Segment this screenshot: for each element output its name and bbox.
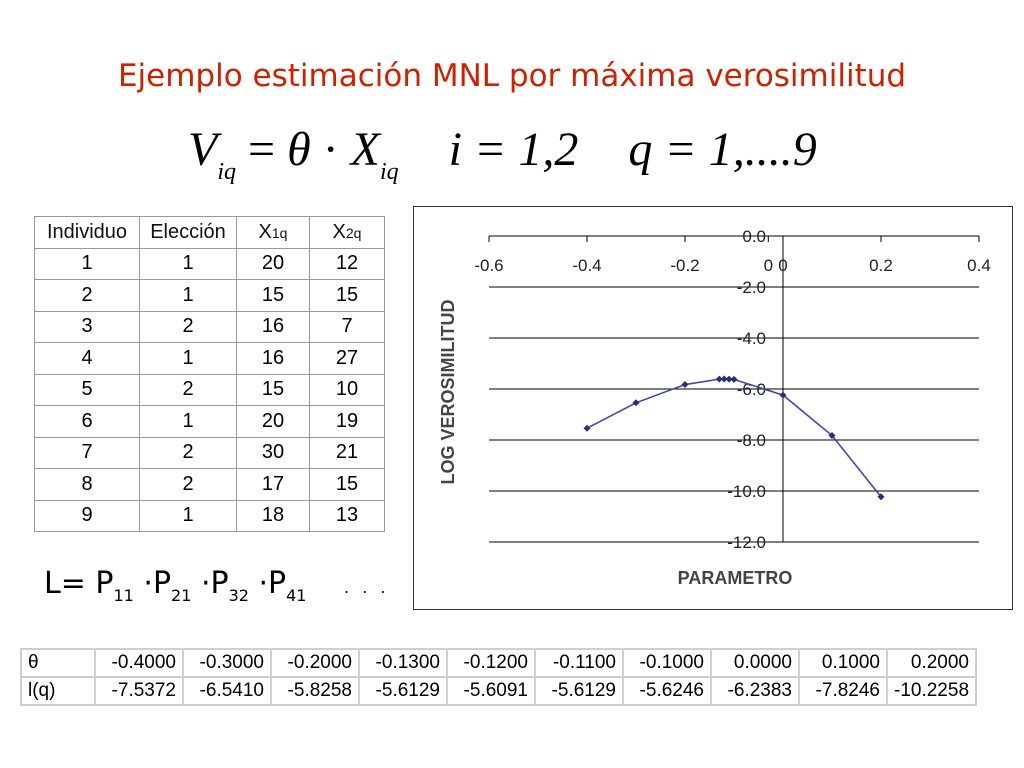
table-row <box>35 311 385 343</box>
likelihood-sub: 32 <box>228 586 249 605</box>
y-tick-label: -8.0 <box>736 431 766 450</box>
formula-x-sub: iq <box>379 159 399 185</box>
slide-title: Ejemplo estimación MNL por máxima verosimilitud <box>117 58 907 94</box>
y-tick-label: -6.0 <box>736 380 766 399</box>
header-x2q-main: X <box>332 220 346 243</box>
cell: 16 <box>237 343 310 375</box>
y-tick-label: -4.0 <box>736 329 766 348</box>
table-row <box>35 437 385 469</box>
table-row <box>35 280 385 312</box>
x-tick-label: -0.6 <box>474 256 504 275</box>
formula-dot: · <box>322 123 339 176</box>
formula-lhs-sub: iq <box>217 159 236 185</box>
data-point <box>584 425 591 432</box>
cell: 2 <box>140 469 237 501</box>
lq-value: -6.5410 <box>183 677 271 705</box>
cell: 13 <box>310 500 385 532</box>
chart-svg <box>414 207 1012 609</box>
likelihood-p: P <box>152 566 172 601</box>
cell: 5 <box>35 374 140 406</box>
x-tick-label: 0 <box>763 256 774 275</box>
cell: 8 <box>35 469 140 501</box>
theta-label: θ <box>21 649 95 677</box>
cell: 30 <box>237 437 310 469</box>
lq-value: -6.2383 <box>711 677 799 705</box>
theta-value: 0.1000 <box>799 649 887 677</box>
choice-data-table <box>34 216 385 532</box>
cell: 1 <box>140 500 237 532</box>
formula-x: X <box>350 123 380 176</box>
formula-theta: θ <box>287 123 311 176</box>
formula-i-range: i = 1,2 <box>448 123 579 176</box>
theta-value: -0.2000 <box>271 649 359 677</box>
cell: 19 <box>310 406 385 438</box>
theta-value: -0.1000 <box>623 649 711 677</box>
cell: 1 <box>140 248 237 280</box>
cell: 3 <box>35 311 140 343</box>
likelihood-dot: · <box>200 566 211 601</box>
cell: 21 <box>310 437 385 469</box>
cell: 6 <box>35 406 140 438</box>
likelihood-sub: 11 <box>113 586 134 605</box>
likelihood-ellipsis: . . . <box>344 578 390 597</box>
cell: 7 <box>310 311 385 343</box>
lq-value: -7.5372 <box>95 677 183 705</box>
likelihood-sub: 21 <box>171 586 192 605</box>
lq-value: -10.2258 <box>887 677 976 705</box>
utility-formula <box>188 122 817 186</box>
theta-value: -0.1100 <box>535 649 623 677</box>
y-tick-label: -12.0 <box>727 533 766 552</box>
cell: 9 <box>35 500 140 532</box>
cell: 1 <box>140 406 237 438</box>
x-tick-label: 0.4 <box>967 256 991 275</box>
header-eleccion: Elección <box>140 217 237 249</box>
x-axis-title: PARAMETRO <box>677 568 793 588</box>
cell: 10 <box>310 374 385 406</box>
header-x1q-main: X <box>258 220 272 243</box>
y-tick-label: 0.0 <box>742 227 766 246</box>
cell: 16 <box>237 311 310 343</box>
table-row <box>35 343 385 375</box>
loglik-row <box>21 677 976 705</box>
loglikelihood-chart <box>413 206 1013 610</box>
formula-equals: = <box>248 123 276 176</box>
lq-value: -5.6129 <box>535 677 623 705</box>
table-row <box>35 374 385 406</box>
cell: 17 <box>237 469 310 501</box>
likelihood-p: P <box>210 566 229 601</box>
data-point <box>682 381 689 388</box>
x-tick-label: 0.2 <box>869 256 893 275</box>
x-tick-label: 0 <box>778 256 788 275</box>
cell: 2 <box>140 437 237 469</box>
lq-label: l(q) <box>21 677 95 705</box>
likelihood-prefix: L= <box>44 566 96 601</box>
lq-value: -5.6091 <box>447 677 535 705</box>
lq-value: -7.8246 <box>799 677 887 705</box>
cell: 1 <box>140 343 237 375</box>
theta-value: -0.1300 <box>359 649 447 677</box>
cell: 1 <box>35 248 140 280</box>
cell: 1 <box>140 280 237 312</box>
series-line <box>587 379 881 497</box>
theta-value: -0.1200 <box>447 649 535 677</box>
table-row <box>35 406 385 438</box>
header-individuo: Individuo <box>35 217 140 249</box>
cell: 15 <box>237 374 310 406</box>
table-header-row <box>35 217 385 249</box>
header-x1q-sub: 1q <box>271 224 288 241</box>
table-row <box>35 500 385 532</box>
cell: 4 <box>35 343 140 375</box>
cell: 20 <box>237 406 310 438</box>
table-row <box>35 469 385 501</box>
theta-row <box>21 649 976 677</box>
header-x2q <box>310 217 385 249</box>
likelihood-dot: · <box>258 566 269 601</box>
x-tick-label: -0.2 <box>670 256 700 275</box>
likelihood-expression <box>44 566 389 605</box>
theta-value: -0.3000 <box>183 649 271 677</box>
cell: 2 <box>35 280 140 312</box>
likelihood-dot: · <box>143 566 153 601</box>
table-row <box>35 248 385 280</box>
data-point <box>633 399 640 406</box>
cell: 7 <box>35 437 140 469</box>
header-x2q-sub: 2q <box>345 224 362 241</box>
cell: 20 <box>237 248 310 280</box>
cell: 15 <box>237 280 310 312</box>
cell: 15 <box>310 469 385 501</box>
lq-value: -5.8258 <box>271 677 359 705</box>
cell: 2 <box>140 311 237 343</box>
theta-loglik-table <box>20 648 977 706</box>
header-x1q <box>237 217 310 249</box>
cell: 15 <box>310 280 385 312</box>
likelihood-sub: 41 <box>286 586 307 605</box>
likelihood-p: P <box>95 566 114 601</box>
y-tick-label: -10.0 <box>727 482 766 501</box>
theta-value: 0.2000 <box>887 649 976 677</box>
formula-lhs: V <box>188 123 218 176</box>
lq-value: -5.6246 <box>623 677 711 705</box>
y-axis-title: LOG VEROSIMILITUD <box>438 299 458 485</box>
lq-value: -5.6129 <box>359 677 447 705</box>
theta-value: -0.4000 <box>95 649 183 677</box>
cell: 2 <box>140 374 237 406</box>
formula-q-range: q = 1,....9 <box>628 123 817 176</box>
cell: 12 <box>310 248 385 280</box>
cell: 27 <box>310 343 385 375</box>
x-tick-label: -0.4 <box>572 256 602 275</box>
y-tick-label: -2.0 <box>736 278 766 297</box>
likelihood-p: P <box>268 566 287 601</box>
cell: 18 <box>237 500 310 532</box>
theta-value: 0.0000 <box>711 649 799 677</box>
